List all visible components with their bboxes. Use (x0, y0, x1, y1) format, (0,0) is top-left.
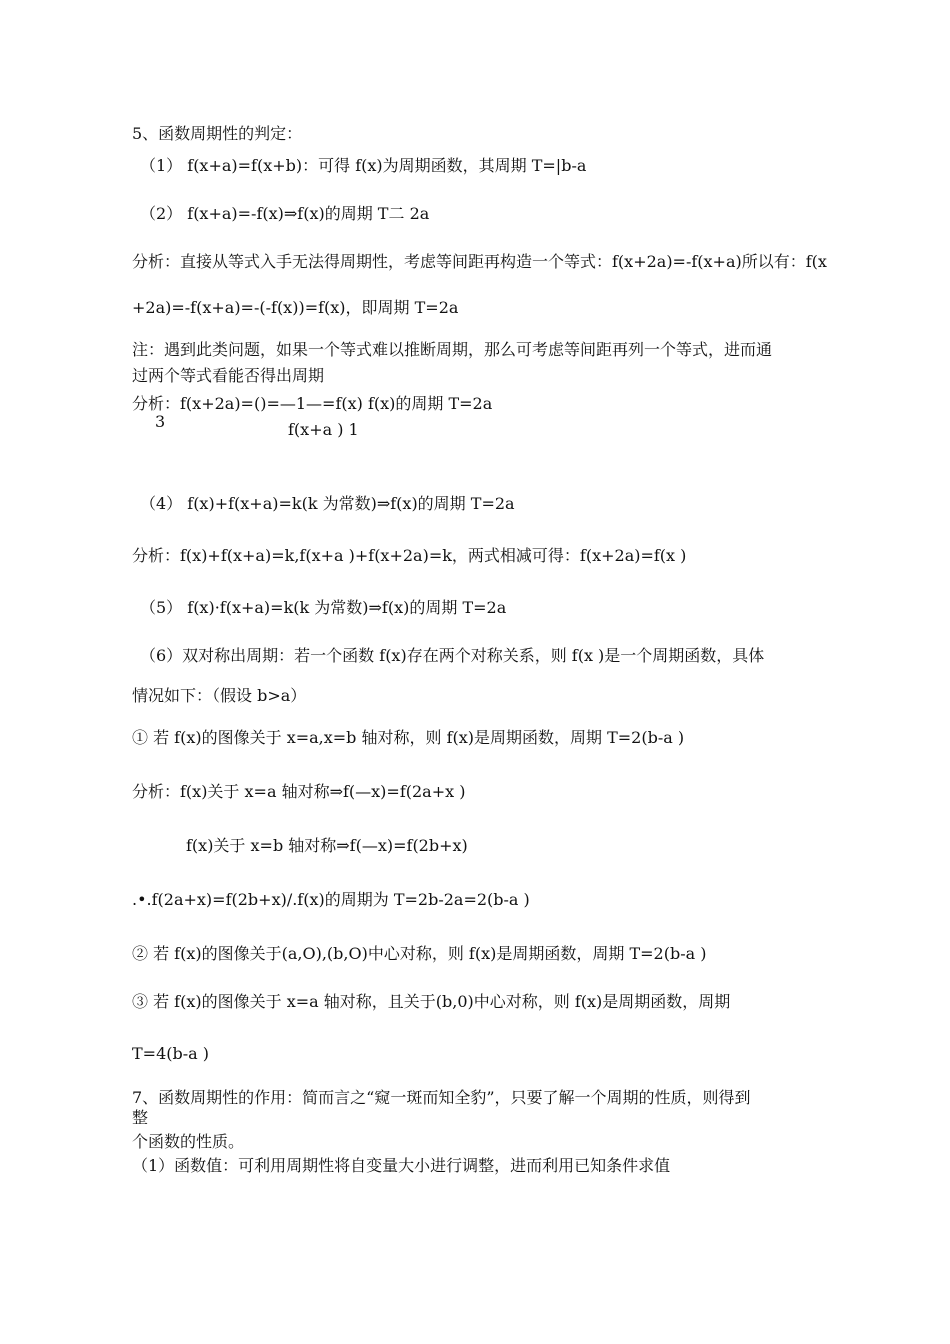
text-line: ③ 若 f(x)的图像关于 x=a 轴对称，且关于(b,0)中心对称，则 f(x)是周期函数，周期 (132, 992, 731, 1011)
text-line: ① 若 f(x)的图像关于 x=a,x=b 轴对称，则 f(x)是周期函数，周期 T=2(b-a ) (132, 728, 685, 747)
text-line: 整 (132, 1108, 149, 1127)
text-line: （1）函数值：可利用周期性将自变量大小进行调整，进而利用已知条件求值 (132, 1156, 671, 1175)
text-line: 5、函数周期性的判定： (132, 124, 303, 143)
text-line: 3 (155, 412, 166, 431)
text-line: 情况如下：（假设 b>a） (132, 686, 307, 705)
text-line: +2a)=-f(x+a)=-(-f(x))=f(x)，即周期 T=2a (132, 298, 459, 317)
text-line: （6）双对称出周期：若一个函数 f(x)存在两个对称关系，则 f(x )是一个周期函数，具体 (140, 646, 765, 665)
text-line: 过两个等式看能否得出周期 (132, 366, 325, 385)
text-line: ② 若 f(x)的图像关于(a,O),(b,O)中心对称，则 f(x)是周期函数，周期 T=2(b-a ) (132, 944, 707, 963)
text-line: （2） f(x+a)=-f(x)⇒f(x)的周期 T二 2a (140, 204, 430, 223)
text-line: （4） f(x)+f(x+a)=k(k 为常数)⇒f(x)的周期 T=2a (140, 494, 515, 513)
text-line: 分析：f(x)+f(x+a)=k,f(x+a )+f(x+2a)=k，两式相减可得：f(x+2a)=f(x ) (132, 546, 687, 565)
text-line: （5） f(x)·f(x+a)=k(k 为常数)⇒f(x)的周期 T=2a (140, 598, 507, 617)
text-line: 注：遇到此类问题，如果一个等式难以推断周期，那么可考虑等间距再列一个等式，进而通 (132, 340, 773, 359)
text-line: 个函数的性质。 (132, 1132, 245, 1151)
text-line: f(x)关于 x=b 轴对称⇒f(—x)=f(2b+x) (186, 836, 468, 855)
text-line: 分析：直接从等式入手无法得周期性，考虑等间距再构造一个等式：f(x+2a)=-f(x+a)所以有：f(x (132, 252, 827, 271)
text-line: 分析：f(x+2a)=()=—1—=f(x) f(x)的周期 T=2a (132, 394, 493, 413)
text-line: 7、函数周期性的作用：简而言之“窥一斑而知全豹”，只要了解一个周期的性质，则得到 (132, 1088, 751, 1107)
text-line: T=4(b-a ) (132, 1044, 210, 1063)
text-line: （1） f(x+a)=f(x+b)：可得 f(x)为周期函数，其周期 T=|b-a (140, 156, 587, 175)
text-line: .•.f(2a+x)=f(2b+x)/.f(x)的周期为 T=2b-2a=2(b-a ) (132, 890, 530, 909)
text-line: 分析：f(x)关于 x=a 轴对称⇒f(—x)=f(2a+x ) (132, 782, 466, 801)
text-line: f(x+a ) 1 (288, 420, 359, 439)
